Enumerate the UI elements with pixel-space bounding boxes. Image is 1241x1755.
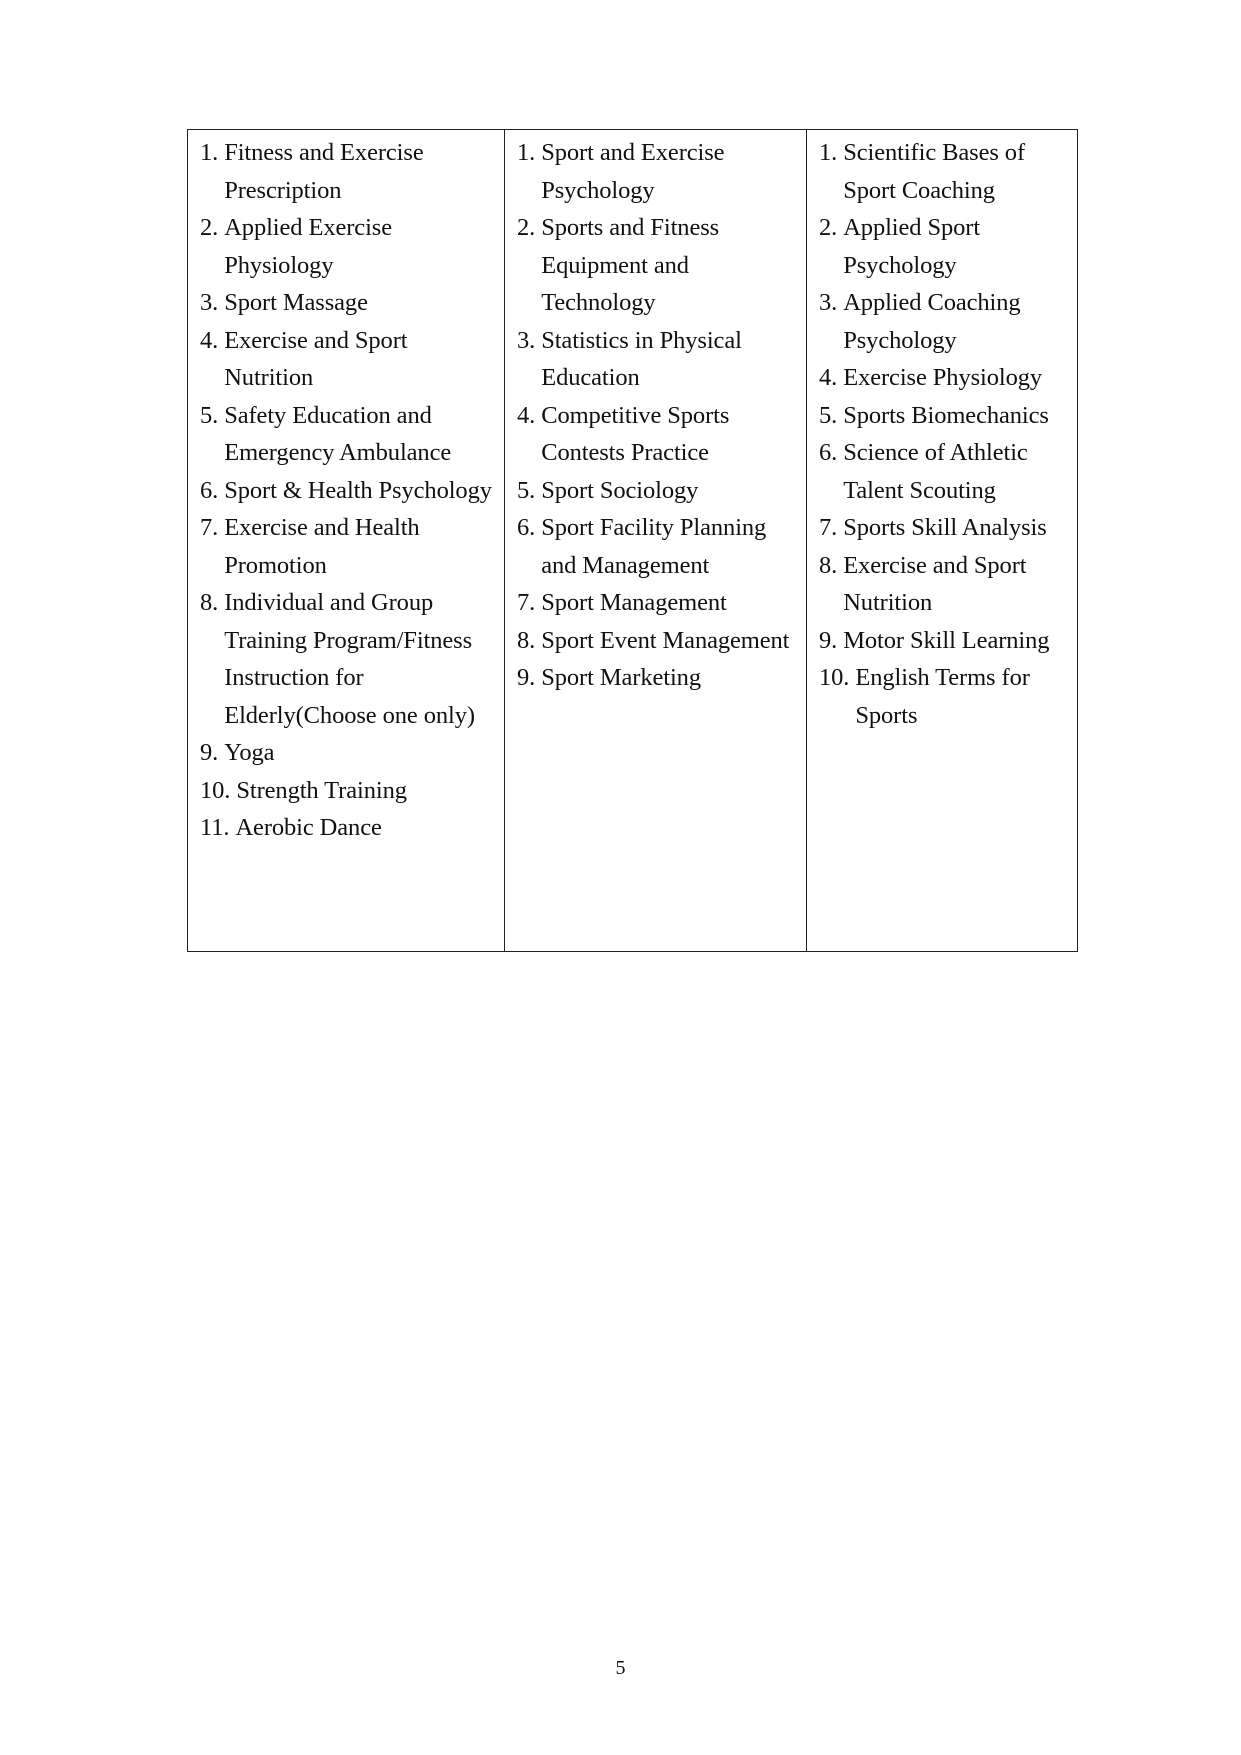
course-name: Scientific Bases of Sport Coaching xyxy=(843,139,1026,204)
course-name: Aerobic Dance xyxy=(235,814,382,841)
list-item xyxy=(819,659,1069,734)
list-item xyxy=(517,209,798,322)
course-name: Sport Marketing xyxy=(541,664,701,691)
list-item xyxy=(517,509,798,584)
course-column-1 xyxy=(188,130,505,952)
list-item xyxy=(200,209,496,284)
list-item xyxy=(517,659,798,697)
item-number: 1. xyxy=(819,139,844,166)
course-name: Exercise Physiology xyxy=(843,364,1043,391)
course-name: Competitive Sports Contests Practice xyxy=(541,401,730,466)
item-number: 7. xyxy=(200,514,225,541)
course-name: Strength Training xyxy=(236,776,407,804)
item-number: 8. xyxy=(200,589,225,616)
list-item xyxy=(819,359,1069,397)
item-number: 5. xyxy=(819,401,844,429)
course-name: Sport Sociology xyxy=(541,476,699,504)
item-number: 10. xyxy=(200,776,237,804)
course-name: Applied Coaching Psychology xyxy=(843,289,1021,354)
item-number: 6. xyxy=(517,514,542,541)
course-table xyxy=(187,129,1078,952)
list-item xyxy=(517,134,798,209)
list-item xyxy=(517,397,798,472)
list-item xyxy=(819,622,1069,660)
course-name: Sport & Health Psychology xyxy=(224,476,492,504)
list-item xyxy=(200,322,496,397)
list-item xyxy=(517,622,798,660)
item-number: 1. xyxy=(200,139,225,166)
list-item xyxy=(200,509,496,584)
course-name: Yoga xyxy=(224,739,275,766)
course-name: Science of Athletic Talent Scouting xyxy=(843,439,1028,504)
course-name: Individual and Group Training Program/Fitness Instruction for Elderly(Choose one only) xyxy=(224,589,475,729)
item-number: 3. xyxy=(200,289,225,316)
item-number: 7. xyxy=(517,589,542,616)
item-number: 7. xyxy=(819,514,844,541)
course-name: Sport Event Management xyxy=(541,626,790,654)
course-column-3 xyxy=(807,130,1078,952)
course-list xyxy=(517,134,798,697)
list-item xyxy=(200,734,496,772)
course-name: Exercise and Health Promotion xyxy=(224,514,420,579)
item-number: 2. xyxy=(517,214,542,241)
course-list xyxy=(819,134,1069,734)
list-item xyxy=(517,322,798,397)
course-name: Applied Exercise Physiology xyxy=(224,214,392,279)
course-name: Sports and Fitness Equipment and Technology xyxy=(541,214,720,316)
item-number: 8. xyxy=(819,551,844,579)
item-number: 2. xyxy=(200,214,225,241)
course-name: Statistics in Physical Education xyxy=(541,326,742,391)
course-list xyxy=(200,134,496,847)
item-number: 4. xyxy=(517,401,542,429)
list-item xyxy=(819,397,1069,435)
list-item xyxy=(819,209,1069,284)
item-number: 10. xyxy=(819,664,856,691)
list-item xyxy=(819,284,1069,359)
course-name: Exercise and Sport Nutrition xyxy=(843,551,1027,616)
item-number: 1. xyxy=(517,139,542,166)
course-name: Sport Massage xyxy=(224,289,368,316)
item-number: 9. xyxy=(200,739,225,766)
course-name: Sports Skill Analysis xyxy=(843,514,1047,541)
item-number: 5. xyxy=(200,401,225,429)
list-item xyxy=(200,772,496,810)
list-item xyxy=(819,547,1069,622)
item-number: 5. xyxy=(517,476,542,504)
item-number: 9. xyxy=(819,626,844,654)
page-number: 5 xyxy=(615,1657,626,1679)
course-name: Safety Education and Emergency Ambulance xyxy=(224,401,452,466)
list-item xyxy=(819,434,1069,509)
list-item xyxy=(819,509,1069,547)
item-number: 4. xyxy=(200,326,225,354)
list-item xyxy=(200,134,496,209)
item-number: 6. xyxy=(819,439,844,466)
list-item xyxy=(517,472,798,510)
course-name: Sport Facility Planning and Management xyxy=(541,514,767,579)
course-name: Fitness and Exercise Prescription xyxy=(224,139,424,204)
item-number: 8. xyxy=(517,626,542,654)
course-name: Sport Management xyxy=(541,589,727,616)
item-number: 3. xyxy=(517,326,542,354)
item-number: 2. xyxy=(819,214,844,241)
course-name: English Terms for Sports xyxy=(855,664,1030,729)
course-name: Applied Sport Psychology xyxy=(843,214,981,279)
course-column-2 xyxy=(505,130,807,952)
item-number: 6. xyxy=(200,476,225,504)
course-name: Sports Biomechanics xyxy=(843,401,1049,429)
item-number: 4. xyxy=(819,364,844,391)
list-item xyxy=(200,397,496,472)
list-item xyxy=(200,584,496,734)
course-name: Motor Skill Learning xyxy=(843,626,1050,654)
list-item xyxy=(517,584,798,622)
list-item xyxy=(200,472,496,510)
item-number: 11. xyxy=(200,814,236,841)
item-number: 9. xyxy=(517,664,542,691)
course-name: Sport and Exercise Psychology xyxy=(541,139,725,204)
item-number: 3. xyxy=(819,289,844,316)
table-row xyxy=(188,130,1078,952)
list-item xyxy=(819,134,1069,209)
course-name: Exercise and Sport Nutrition xyxy=(224,326,408,391)
list-item xyxy=(200,284,496,322)
list-item xyxy=(200,809,496,847)
